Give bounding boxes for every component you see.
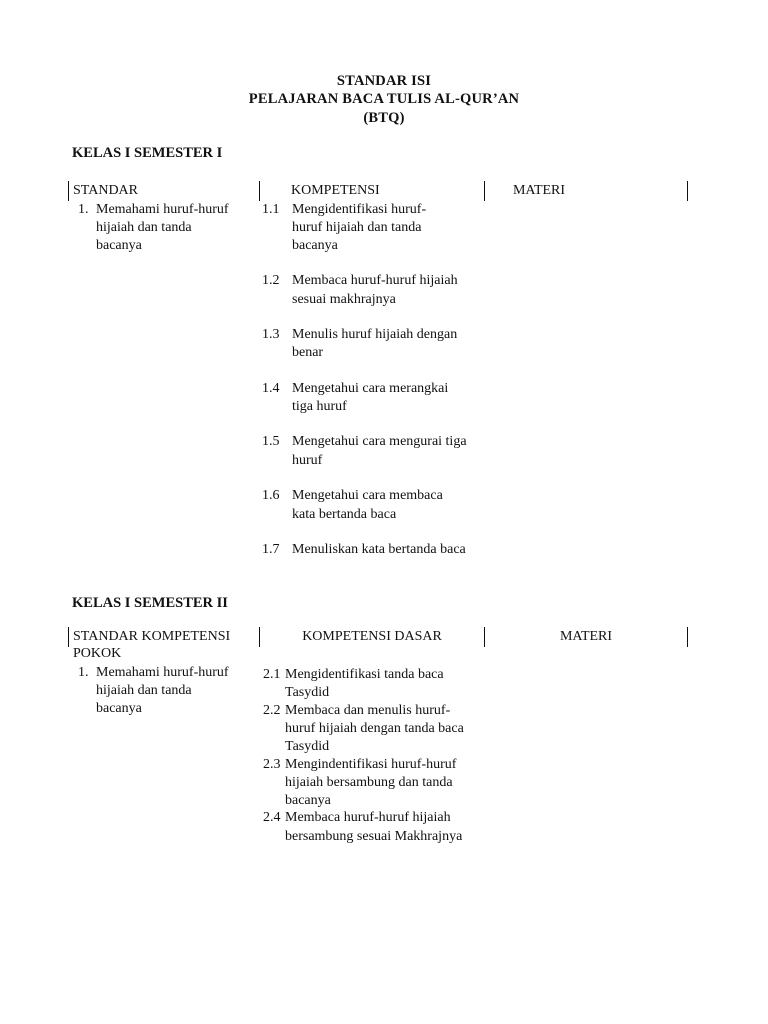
doc-title-line-2: PELAJARAN BACA TULIS AL-QUR’AN	[248, 91, 520, 107]
standar-text: bacanya	[96, 701, 142, 716]
doc-title-line-3: (BTQ)	[363, 110, 405, 126]
standar-text: hijaiah dan tanda	[96, 220, 192, 235]
kompetensi-text: Tasydid	[285, 685, 330, 700]
kompetensi-text: bacanya	[285, 793, 331, 808]
kompetensi-text: Mengetahui cara mengurai tiga	[292, 434, 467, 449]
kompetensi-text: Menuliskan kata bertanda baca	[292, 542, 466, 557]
kompetensi-number: 1.1	[262, 202, 280, 217]
standar-text: Memahami huruf-huruf	[96, 202, 229, 217]
column-separator	[68, 627, 69, 647]
kompetensi-text: benar	[292, 345, 324, 360]
kompetensi-number: 2.2	[263, 703, 281, 718]
kompetensi-text: Mengidentifikasi tanda baca	[285, 667, 444, 682]
section-1-title: KELAS I SEMESTER I	[72, 145, 223, 161]
col-header-kompetensi: KOMPETENSI	[291, 183, 380, 198]
kompetensi-text: Mengetahui cara membaca	[292, 488, 443, 503]
kompetensi-text: Membaca dan menulis huruf-	[285, 703, 451, 718]
kompetensi-number: 2.1	[263, 667, 281, 682]
col-header-materi: MATERI	[512, 183, 566, 198]
kompetensi-text: Mengindentifikasi huruf-huruf	[285, 757, 457, 772]
kompetensi-text: Tasydid	[285, 739, 330, 754]
kompetensi-text: kata bertanda baca	[292, 507, 397, 522]
column-separator	[259, 181, 260, 201]
col-header-standar: STANDAR	[73, 183, 138, 198]
kompetensi-text: Mengidentifikasi huruf-	[292, 202, 427, 217]
kompetensi-number: 1.3	[262, 327, 280, 342]
kompetensi-number: 1.7	[262, 542, 280, 557]
kompetensi-text: huruf hijaiah dengan tanda baca	[285, 721, 464, 736]
standar-text: bacanya	[96, 238, 142, 253]
column-separator	[687, 627, 688, 647]
column-separator	[68, 181, 69, 201]
standar-text: hijaiah dan tanda	[96, 683, 192, 698]
kompetensi-number: 1.4	[262, 381, 280, 396]
kompetensi-text: huruf hijaiah dan tanda	[292, 220, 422, 235]
kompetensi-number: 2.4	[263, 810, 281, 825]
kompetensi-text: hijaiah bersambung dan tanda	[285, 775, 453, 790]
kompetensi-number: 1.2	[262, 273, 280, 288]
col-header-standar-kompetensi: STANDAR KOMPETENSI	[73, 629, 231, 644]
doc-title-line-1: STANDAR ISI	[336, 73, 432, 89]
kompetensi-text: sesuai makhrajnya	[292, 292, 396, 307]
col-header-pokok: POKOK	[73, 646, 122, 661]
kompetensi-text: bacanya	[292, 238, 338, 253]
kompetensi-text: Membaca huruf-huruf hijaiah	[292, 273, 458, 288]
kompetensi-text: Mengetahui cara merangkai	[292, 381, 449, 396]
kompetensi-number: 1.5	[262, 434, 280, 449]
kompetensi-text: bersambung sesuai Makhrajnya	[285, 829, 463, 844]
kompetensi-text: Membaca huruf-huruf hijaiah	[285, 810, 451, 825]
kompetensi-text: tiga huruf	[292, 399, 347, 414]
column-separator	[687, 181, 688, 201]
kompetensi-text: Menulis huruf hijaiah dengan	[292, 327, 458, 342]
kompetensi-text: huruf	[292, 453, 323, 468]
standar-number: 1.	[78, 665, 89, 680]
section-2-title: KELAS I SEMESTER II	[72, 595, 228, 611]
standar-text: Memahami huruf-huruf	[96, 665, 229, 680]
col-header-materi: MATERI	[559, 629, 613, 644]
standar-number: 1.	[78, 202, 89, 217]
kompetensi-number: 1.6	[262, 488, 280, 503]
col-header-kompetensi-dasar: KOMPETENSI DASAR	[302, 629, 442, 644]
kompetensi-number: 2.3	[263, 757, 281, 772]
